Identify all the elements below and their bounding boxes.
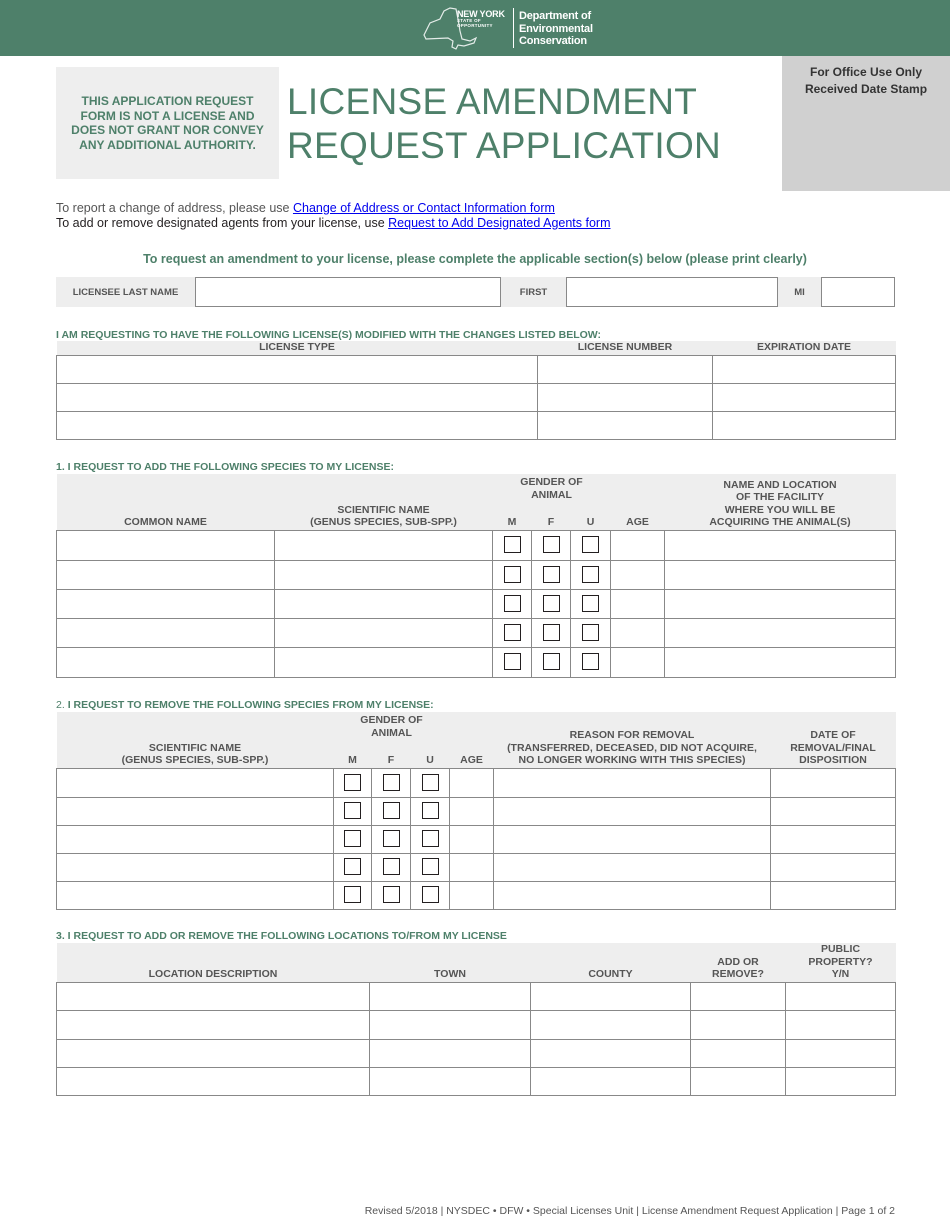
change-of-address-prefix: To report a change of address, please use — [56, 201, 293, 215]
table-row — [57, 768, 896, 797]
expiration-date-header: EXPIRATION DATE — [713, 341, 896, 355]
table-row — [57, 647, 896, 677]
add-species-heading: 1. I REQUEST TO ADD THE FOLLOWING SPECIES TO MY LICENSE: — [56, 461, 394, 473]
location-description-field[interactable] — [57, 1010, 370, 1039]
add-or-remove-field[interactable] — [691, 982, 786, 1010]
gender-u-checkbox[interactable] — [582, 595, 599, 612]
scientific-name-header: SCIENTIFIC NAME (GENUS SPECIES, SUB-SPP.) — [275, 474, 493, 530]
remove-gender-f-header: F — [372, 740, 411, 768]
remove-age-field[interactable] — [450, 825, 494, 853]
table-row — [57, 825, 896, 853]
remove-age-field[interactable] — [450, 797, 494, 825]
table-row — [57, 618, 896, 647]
removal-date-field[interactable] — [771, 768, 896, 797]
county-field[interactable] — [531, 1039, 691, 1067]
reason-field[interactable] — [494, 768, 771, 797]
town-field[interactable] — [370, 1039, 531, 1067]
facility-field[interactable] — [665, 589, 896, 618]
table-row — [57, 355, 896, 383]
add-or-remove-field[interactable] — [691, 1010, 786, 1039]
town-field[interactable] — [370, 1067, 531, 1095]
facility-field[interactable] — [665, 560, 896, 589]
gender-u-checkbox[interactable] — [582, 536, 599, 553]
age-field[interactable] — [611, 530, 665, 560]
header-banner — [0, 0, 950, 56]
reason-field[interactable] — [494, 797, 771, 825]
designated-agents-link[interactable]: Request to Add Designated Agents form — [388, 215, 611, 230]
scientific-name-field[interactable] — [275, 589, 493, 618]
scientific-name-field[interactable] — [275, 530, 493, 560]
facility-header: NAME AND LOCATION OF THE FACILITY WHERE YOU WILL BE ACQUIRING THE ANIMAL(S) — [665, 474, 896, 530]
table-row — [57, 853, 896, 881]
gender-m-checkbox[interactable] — [504, 624, 521, 641]
scientific-name-field[interactable] — [275, 647, 493, 677]
remove-gender-u-header: U — [411, 740, 450, 768]
removal-date-field[interactable] — [771, 853, 896, 881]
remove-gender-f-checkbox[interactable] — [383, 802, 400, 819]
table-row — [57, 411, 896, 439]
public-property-field[interactable] — [786, 982, 896, 1010]
remove-gender-u-checkbox[interactable] — [422, 774, 439, 791]
public-property-field[interactable] — [786, 1039, 896, 1067]
public-property-field[interactable] — [786, 1010, 896, 1039]
remove-gender-u-checkbox[interactable] — [422, 802, 439, 819]
scientific-name-field[interactable] — [275, 560, 493, 589]
remove-species-table — [56, 712, 896, 910]
instructions: To request an amendment to your license, please complete the applicable section(s) below (please print clearly) — [143, 252, 807, 266]
reason-field[interactable] — [494, 825, 771, 853]
common-name-field[interactable] — [57, 530, 275, 560]
removal-date-field[interactable] — [771, 797, 896, 825]
first-name-label: FIRST — [501, 277, 566, 307]
designated-agents-prefix: To add or remove designated agents from your license, use — [56, 215, 389, 230]
license-number-field[interactable] — [538, 355, 713, 383]
table-row — [57, 560, 896, 589]
facility-field[interactable] — [665, 618, 896, 647]
remove-age-field[interactable] — [450, 881, 494, 909]
gender-u-checkbox[interactable] — [582, 653, 599, 670]
licenses-section-heading: I AM REQUESTING TO HAVE THE FOLLOWING LICENSE(S) MODIFIED WITH THE CHANGES LISTED BELOW: — [56, 329, 602, 341]
age-header: AGE — [611, 474, 665, 530]
license-number-header: LICENSE NUMBER — [538, 341, 713, 355]
expiration-date-field[interactable] — [713, 355, 896, 383]
expiration-date-field[interactable] — [713, 411, 896, 439]
office-use-label: For Office Use Only — [809, 65, 923, 79]
locations-heading: 3. I REQUEST TO ADD OR REMOVE THE FOLLOWING LOCATIONS TO/FROM MY LICENSE — [56, 930, 507, 942]
town-header: TOWN — [370, 943, 531, 982]
licensee-last-name-field[interactable] — [195, 277, 501, 307]
location-description-field[interactable] — [57, 1067, 370, 1095]
add-or-remove-header: ADD OR REMOVE? — [691, 943, 786, 982]
common-name-field[interactable] — [57, 589, 275, 618]
logo-department-text: Department of Environmental Conservation — [519, 10, 593, 47]
remove-gender-m-checkbox[interactable] — [344, 886, 361, 903]
gender-m-checkbox[interactable] — [504, 536, 521, 553]
reason-field[interactable] — [494, 853, 771, 881]
removal-date-field[interactable] — [771, 881, 896, 909]
public-property-field[interactable] — [786, 1067, 896, 1095]
age-field[interactable] — [611, 618, 665, 647]
age-field[interactable] — [611, 647, 665, 677]
county-field[interactable] — [531, 982, 691, 1010]
remove-scientific-name-field[interactable] — [57, 768, 334, 797]
locations-table — [56, 943, 896, 1096]
common-name-field[interactable] — [57, 560, 275, 589]
licenses-table — [56, 341, 896, 440]
gender-f-header: F — [532, 502, 571, 530]
date-of-removal-header: DATE OF REMOVAL/FINAL DISPOSITION — [771, 712, 896, 768]
related-forms — [56, 201, 611, 230]
facility-field[interactable] — [665, 530, 896, 560]
table-row — [57, 383, 896, 411]
remove-gender-m-checkbox[interactable] — [344, 774, 361, 791]
table-row — [57, 530, 896, 560]
gender-f-checkbox[interactable] — [543, 624, 560, 641]
gender-m-checkbox[interactable] — [504, 566, 521, 583]
county-field[interactable] — [531, 1067, 691, 1095]
office-use-stamp-box — [782, 56, 950, 191]
logo-divider — [513, 8, 514, 48]
page-footer: Revised 5/2018 | NYSDEC • DFW • Special Licenses Unit | License Amendment Request Application | Page 1 of 2 — [364, 1205, 895, 1217]
remove-gender-u-checkbox[interactable] — [422, 886, 439, 903]
gender-f-checkbox[interactable] — [543, 536, 560, 553]
expiration-date-field[interactable] — [713, 383, 896, 411]
table-row — [57, 1039, 896, 1067]
change-of-address-link[interactable]: Change of Address or Contact Information form — [292, 201, 555, 215]
remove-gender-m-header: M — [334, 740, 372, 768]
gender-u-checkbox[interactable] — [582, 624, 599, 641]
license-type-header: LICENSE TYPE — [57, 341, 538, 355]
remove-gender-header: GENDER OF ANIMAL — [334, 712, 450, 740]
page-title: LICENSE AMENDMENT REQUEST APPLICATION — [287, 81, 722, 166]
table-row — [57, 589, 896, 618]
common-name-field[interactable] — [57, 618, 275, 647]
add-or-remove-field[interactable] — [691, 1067, 786, 1095]
first-name-field[interactable] — [566, 277, 778, 307]
table-row — [57, 797, 896, 825]
remove-scientific-name-header: SCIENTIFIC NAME (GENUS SPECIES, SUB-SPP.) — [57, 712, 334, 768]
table-row — [57, 881, 896, 909]
remove-scientific-name-field[interactable] — [57, 853, 334, 881]
age-field[interactable] — [611, 589, 665, 618]
license-type-field[interactable] — [57, 411, 538, 439]
remove-gender-m-checkbox[interactable] — [344, 830, 361, 847]
remove-gender-u-checkbox[interactable] — [422, 858, 439, 875]
logo-state-text: NEW YORK STATE OF OPPORTUNITY — [457, 9, 505, 28]
gender-f-checkbox[interactable] — [543, 566, 560, 583]
gender-header: GENDER OF ANIMAL — [493, 474, 611, 502]
add-or-remove-field[interactable] — [691, 1039, 786, 1067]
remove-gender-f-checkbox[interactable] — [383, 774, 400, 791]
remove-age-field[interactable] — [450, 768, 494, 797]
disclaimer-text: THIS APPLICATION REQUEST FORM IS NOT A LICENSE AND DOES NOT GRANT NOR CONVEY ANY ADDITIONAL AUTHORITY. — [71, 94, 264, 152]
location-description-field[interactable] — [57, 1039, 370, 1067]
gender-m-checkbox[interactable] — [504, 653, 521, 670]
licensee-last-name-label: LICENSEE LAST NAME — [56, 277, 195, 307]
remove-gender-f-checkbox[interactable] — [383, 858, 400, 875]
middle-initial-label: MI — [778, 277, 821, 307]
nysdec-logo — [418, 4, 602, 52]
reason-field[interactable] — [494, 881, 771, 909]
common-name-field[interactable] — [57, 647, 275, 677]
reason-for-removal-header: REASON FOR REMOVAL (TRANSFERRED, DECEASED, DID NOT ACQUIRE, NO LONGER WORKING WITH THIS SPECIES) — [494, 712, 771, 768]
remove-gender-f-checkbox[interactable] — [383, 830, 400, 847]
county-header: COUNTY — [531, 943, 691, 982]
add-species-table — [56, 474, 896, 678]
town-field[interactable] — [370, 982, 531, 1010]
town-field[interactable] — [370, 1010, 531, 1039]
disclaimer-box — [56, 67, 279, 179]
remove-scientific-name-field[interactable] — [57, 797, 334, 825]
county-field[interactable] — [531, 1010, 691, 1039]
remove-scientific-name-field[interactable] — [57, 825, 334, 853]
remove-age-header: AGE — [450, 712, 494, 768]
age-field[interactable] — [611, 560, 665, 589]
facility-field[interactable] — [665, 647, 896, 677]
removal-date-field[interactable] — [771, 825, 896, 853]
location-description-field[interactable] — [57, 982, 370, 1010]
license-type-field[interactable] — [57, 355, 538, 383]
received-date-stamp-label: Received Date Stamp — [804, 82, 928, 96]
remove-gender-u-checkbox[interactable] — [422, 830, 439, 847]
license-number-field[interactable] — [538, 411, 713, 439]
license-type-field[interactable] — [57, 383, 538, 411]
remove-gender-m-checkbox[interactable] — [344, 802, 361, 819]
middle-initial-field[interactable] — [821, 277, 895, 307]
remove-gender-f-checkbox[interactable] — [383, 886, 400, 903]
gender-u-header: U — [571, 502, 611, 530]
location-description-header: LOCATION DESCRIPTION — [57, 943, 370, 982]
remove-scientific-name-field[interactable] — [57, 881, 334, 909]
common-name-header: COMMON NAME — [57, 474, 275, 530]
remove-species-heading: 2. I REQUEST TO REMOVE THE FOLLOWING SPECIES FROM MY LICENSE: — [56, 699, 434, 711]
scientific-name-field[interactable] — [275, 618, 493, 647]
gender-m-header: M — [493, 502, 532, 530]
license-number-field[interactable] — [538, 383, 713, 411]
remove-gender-m-checkbox[interactable] — [344, 858, 361, 875]
public-property-header: PUBLIC PROPERTY? Y/N — [786, 943, 896, 982]
remove-age-field[interactable] — [450, 853, 494, 881]
gender-u-checkbox[interactable] — [582, 566, 599, 583]
table-row — [57, 982, 896, 1010]
table-row — [57, 1067, 896, 1095]
gender-f-checkbox[interactable] — [543, 653, 560, 670]
gender-m-checkbox[interactable] — [504, 595, 521, 612]
table-row — [57, 1010, 896, 1039]
gender-f-checkbox[interactable] — [543, 595, 560, 612]
